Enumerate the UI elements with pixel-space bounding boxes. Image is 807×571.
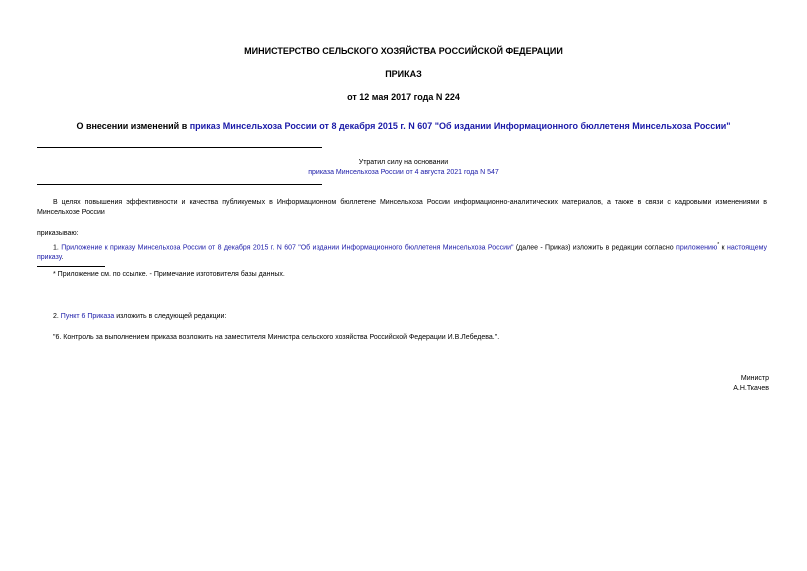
amended-order-link[interactable]: приказ Минсельхоза России от 8 декабря 2015 г. N 607 "Об издании Информационного бюллетеня Минсельхоза России" [189, 121, 731, 131]
order-title [0, 121, 807, 131]
item-1-paragraph [37, 240, 767, 263]
appendix-reference-link[interactable]: приложению [676, 244, 718, 252]
lost-force-note: Утратил силу на основании [358, 159, 449, 166]
item-1-text-2: к [719, 244, 727, 252]
status-bottom-divider [37, 184, 322, 185]
lost-force-basis [0, 168, 807, 178]
point-6-link[interactable]: Пункт 6 Приказа [60, 313, 115, 320]
signatory-position: Министр [740, 375, 769, 382]
footnote-divider [37, 266, 105, 267]
status-top-divider [37, 147, 322, 148]
signatory-name: А.Н.Ткачев [733, 385, 769, 392]
repealing-order-link[interactable]: приказа Минсельхоза России от 4 августа 2021 года N 547 [308, 169, 499, 176]
item-1-end: . [61, 254, 64, 262]
appendix-link[interactable]: Приложение к приказу Минсельхоза России от 8 декабря 2015 г. N 607 "Об издании Информационного бюллетеня Минсельхоза России" [61, 244, 514, 252]
order-word: приказываю: [37, 230, 79, 237]
this-order-link[interactable]: настоящему приказу [37, 244, 767, 262]
document-type: ПРИКАЗ [385, 69, 422, 79]
quoted-new-text: "6. Контроль за выполнением приказа возложить на заместителя Министра сельского хозяйства Российской Федерации И.В.Лебедева.". [53, 334, 500, 341]
preamble-paragraph: В целях повышения эффективности и качества публикуемых в Информационном бюллетене Минсельхоза России информационно-аналитических материалов, а также в связи с кадровыми изменениями в Минсельхозе России [37, 199, 767, 216]
item-2-number: 2. [53, 313, 61, 320]
footnote-text: * Приложение см. по ссылке. - Примечание изготовителя базы данных. [53, 271, 285, 278]
order-date-number: от 12 мая 2017 года N 224 [347, 92, 460, 102]
item-2-paragraph [53, 312, 226, 322]
item-2-text: изложить в следующей редакции: [114, 313, 227, 320]
ministry-heading: МИНИСТЕРСТВО СЕЛЬСКОГО ХОЗЯЙСТВА РОССИЙСКОЙ ФЕДЕРАЦИИ [244, 46, 563, 56]
title-prefix: О внесении изменений в [76, 121, 190, 131]
footnote-marker: * [717, 242, 720, 248]
item-1-text: (далее - Приказ) изложить в редакции согласно [513, 244, 677, 252]
item-1-number: 1. [53, 244, 62, 252]
